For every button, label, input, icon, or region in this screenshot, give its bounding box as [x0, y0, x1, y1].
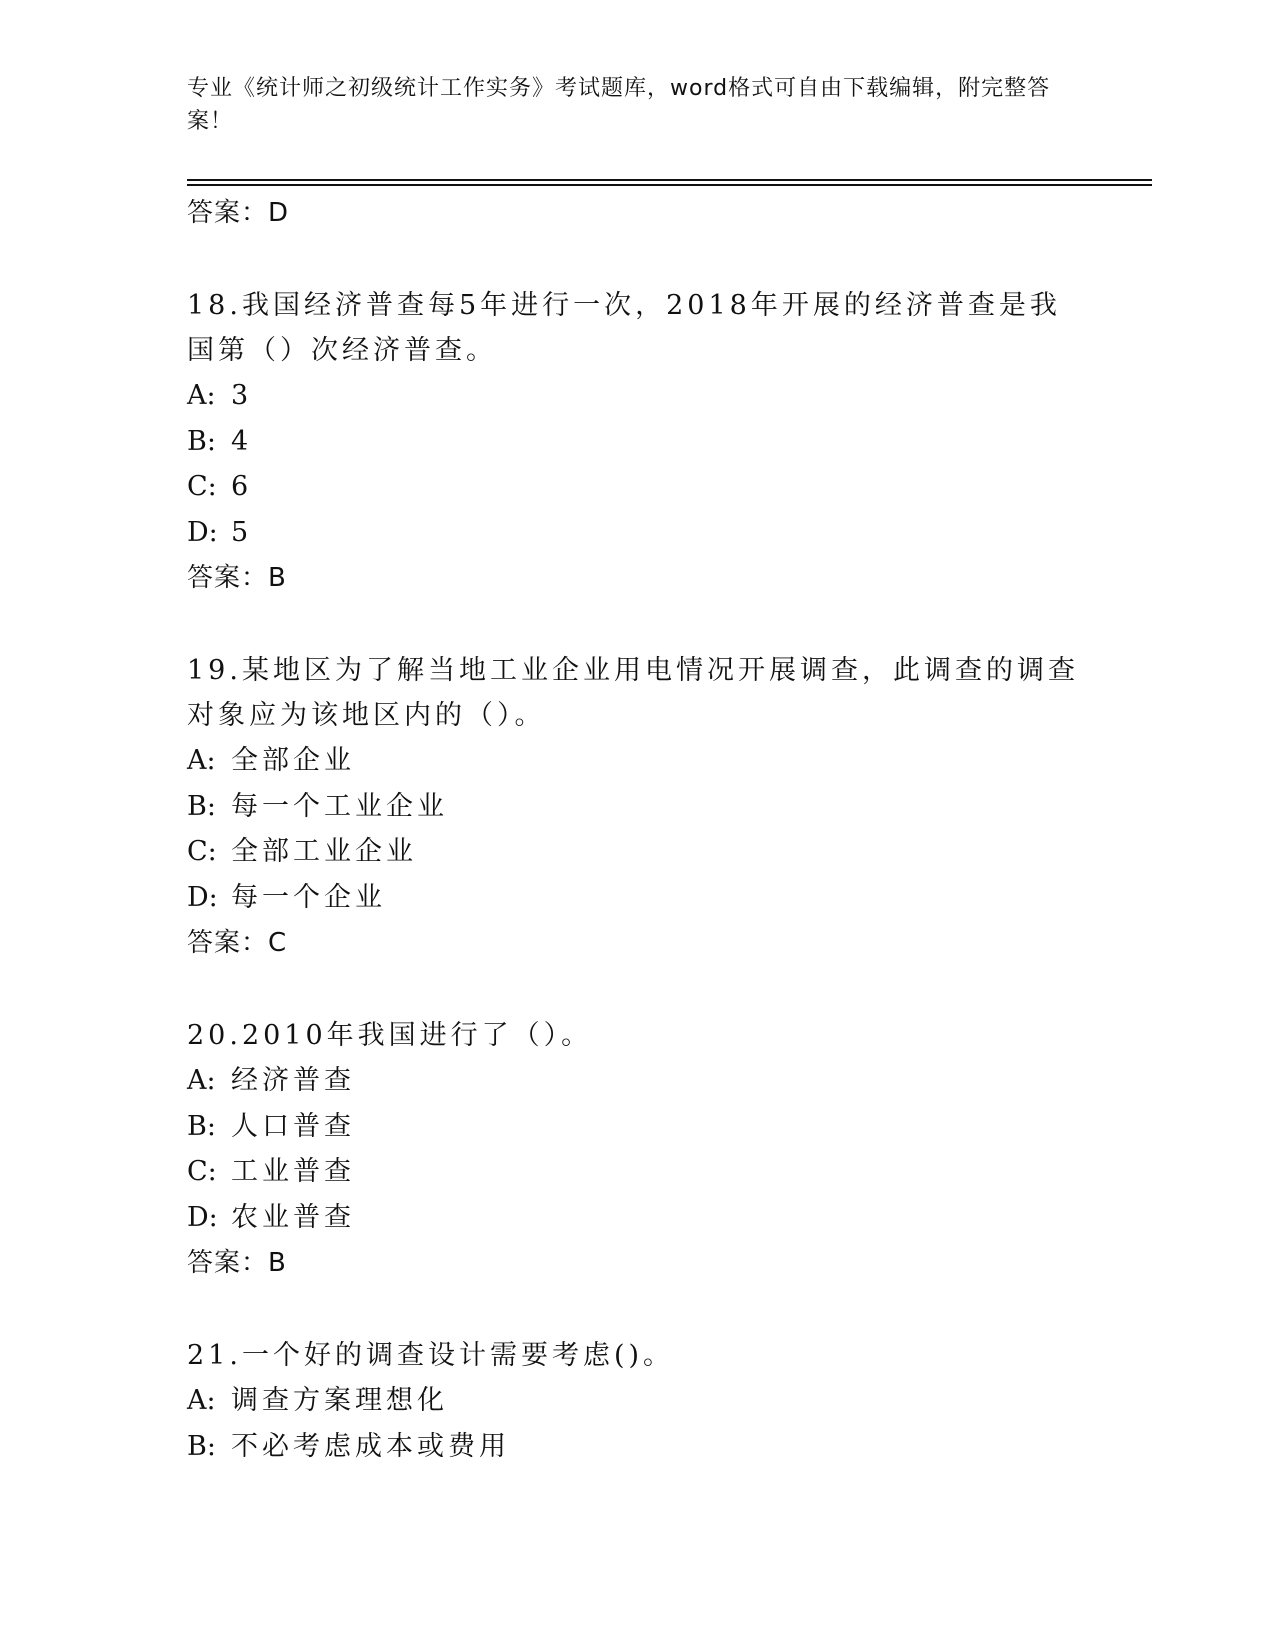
- option-item: [187, 1424, 1087, 1470]
- question-block: [187, 1333, 1087, 1469]
- option-text: 4: [231, 425, 253, 457]
- option-letter: C:: [187, 471, 217, 502]
- option-letter: B:: [187, 790, 216, 822]
- option-letter: A:: [187, 745, 216, 776]
- option-text: 人口普查: [231, 1110, 355, 1142]
- option-text: 全部工业企业: [231, 836, 417, 867]
- option-text: 6: [231, 471, 253, 502]
- option-item: [187, 1195, 1087, 1241]
- option-text: 3: [231, 380, 253, 411]
- option-item: [187, 829, 1087, 875]
- option-item: [187, 1104, 1087, 1150]
- header-divider-top: [187, 179, 1152, 181]
- option-letter: B:: [187, 1110, 216, 1142]
- question-list: [187, 190, 1087, 1469]
- question-block: [187, 648, 1087, 966]
- option-text: 5: [231, 516, 253, 548]
- option-text: 每一个工业企业: [231, 790, 448, 822]
- answer-value: D: [268, 198, 290, 228]
- option-text: 调查方案理想化: [231, 1385, 448, 1416]
- option-letter: C:: [187, 1156, 217, 1187]
- header-divider-bottom: [187, 184, 1152, 186]
- question-block: [187, 1013, 1087, 1286]
- answer-value: B: [268, 563, 287, 593]
- option-text: 经济普查: [231, 1065, 355, 1096]
- answer-line: [187, 920, 1087, 966]
- option-item: [187, 738, 1087, 784]
- option-item: [187, 1149, 1087, 1195]
- option-letter: C:: [187, 836, 217, 867]
- answer-value: C: [268, 928, 288, 958]
- question-stem: 18.我国经济普查每5年进行一次，2018年开展的经济普查是我国第（）次经济普查。: [187, 290, 1061, 366]
- option-item: [187, 784, 1087, 830]
- option-text: 不必考虑成本或费用: [231, 1430, 510, 1462]
- option-letter: A:: [187, 1385, 216, 1416]
- option-item: [187, 419, 1087, 465]
- question-stem: 20.2010年我国进行了（）。: [187, 1020, 593, 1051]
- option-item: [187, 875, 1087, 921]
- option-text: 全部企业: [231, 745, 355, 776]
- option-item: [187, 510, 1087, 556]
- answer-prefix: 答案：: [187, 198, 269, 228]
- question-stem: 21.一个好的调查设计需要考虑()。: [187, 1340, 675, 1371]
- answer-prefix: 答案：: [187, 563, 269, 593]
- option-text: 农业普查: [231, 1201, 355, 1233]
- answer-line: [187, 555, 1087, 601]
- option-text: 工业普查: [231, 1156, 355, 1187]
- option-text: 每一个企业: [231, 881, 386, 913]
- document-header: 专业《统计师之初级统计工作实务》考试题库，word格式可自由下载编辑，附完整答案！: [187, 76, 1051, 134]
- question-block: [187, 283, 1087, 601]
- option-item: [187, 1058, 1087, 1104]
- answer-prefix: 答案：: [187, 1248, 269, 1278]
- question-stem: 19.某地区为了解当地工业企业用电情况开展调查，此调查的调查对象应为该地区内的（）。: [187, 655, 1079, 731]
- answer-line: [187, 1240, 1087, 1286]
- previous-answer-line: [187, 190, 1087, 236]
- answer-prefix: 答案：: [187, 928, 269, 958]
- option-letter: B:: [187, 1430, 216, 1462]
- option-item: [187, 373, 1087, 419]
- option-letter: D:: [187, 1201, 218, 1233]
- option-letter: A:: [187, 380, 216, 411]
- option-letter: D:: [187, 516, 218, 548]
- option-letter: A:: [187, 1065, 216, 1096]
- option-item: [187, 464, 1087, 510]
- option-letter: B:: [187, 425, 216, 457]
- answer-value: B: [268, 1248, 287, 1278]
- option-letter: D:: [187, 881, 218, 913]
- option-item: [187, 1378, 1087, 1424]
